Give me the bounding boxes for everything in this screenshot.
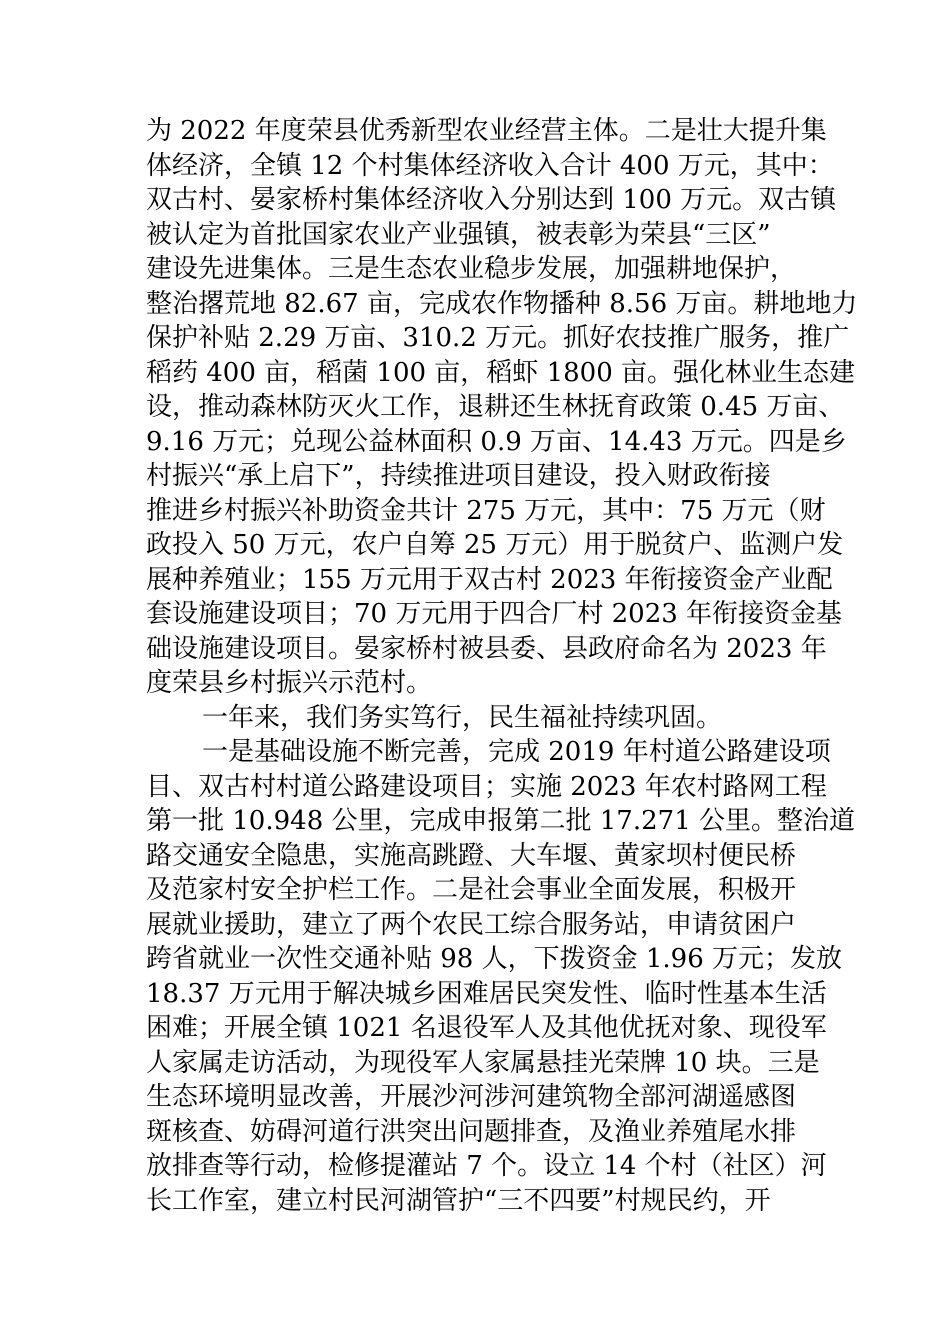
text-line: 跨省就业一次性交通补贴 98 人，下拨资金 1.96 万元；发放 xyxy=(146,944,843,974)
text-line: 设，推动森林防灭火工作，退耕还生林抚育政策 0.45 万亩、 xyxy=(146,392,845,422)
text-line: 困难；开展全镇 1021 名退役军人及其他优抚对象、现役军 xyxy=(146,1013,827,1043)
text-line: 村振兴“承上启下”，持续推进项目建设，投入财政衔接 xyxy=(146,461,771,491)
text-line: 度荣县乡村振兴示范村。 xyxy=(146,668,433,698)
text-line: 路交通安全隐患，实施高跳蹬、大车堰、黄家坝村便民桥 xyxy=(146,840,797,871)
paragraph-first-line: 一年来，我们务实笃行，民生福祉持续巩固。 xyxy=(202,702,723,733)
text-line: 长工作室，建立村民河湖管护“三不四要”村规民约，开 xyxy=(146,1185,771,1216)
text-line: 体经济，全镇 12 个村集体经济收入合计 400 万元，其中： xyxy=(146,150,834,181)
text-line: 第一批 10.948 公里，完成申报第二批 17.271 公里。整治道 xyxy=(146,806,856,836)
text-line: 展种养殖业；155 万元用于双古村 2023 年衔接资金产业配 xyxy=(146,564,833,595)
text-line: 9.16 万元；兑现公益林面积 0.9 万亩、14.43 万元。四是乡 xyxy=(146,426,847,457)
text-line: 建设先进集体。三是生态农业稳步发展，加强耕地保护， xyxy=(146,254,797,284)
text-line: 被认定为首批国家农业产业强镇，被表彰为荣县“三区” xyxy=(146,219,771,250)
text-line: 础设施建设项目。晏家桥村被县委、县政府命名为 2023 年 xyxy=(146,633,827,664)
text-line: 套设施建设项目；70 万元用于四合厂村 2023 年衔接资金基 xyxy=(146,599,843,629)
text-line: 放排查等行动，检修提灌站 7 个。设立 14 个村（社区）河 xyxy=(146,1151,827,1181)
paragraph-first-line: 一是基础设施不断完善，完成 2019 年村道公路建设项 xyxy=(202,737,831,767)
text-line: 政投入 50 万元，农户自筹 25 万元）用于脱贫户、监测户发 xyxy=(146,530,844,560)
text-line: 保护补贴 2.29 万亩、310.2 万元。抓好农技推广服务，推广 xyxy=(146,323,850,353)
text-line: 展就业援助，建立了两个农民工综合服务站，申请贫困户 xyxy=(146,909,797,940)
text-line: 人家属走访活动，为现役军人家属悬挂光荣牌 10 块。三是 xyxy=(146,1047,820,1078)
document-page xyxy=(146,114,858,1218)
text-line: 斑核查、妨碍河道行洪突出问题排查，及渔业养殖尾水排 xyxy=(146,1116,797,1147)
text-line: 18.37 万元用于解决城乡困难居民突发性、临时性基本生活 xyxy=(146,978,827,1009)
text-line: 及范家村安全护栏工作。二是社会事业全面发展，积极开 xyxy=(146,875,797,905)
text-line: 生态环境明显改善，开展沙河涉河建筑物全部河湖遥感图 xyxy=(146,1082,797,1112)
text-line: 双古村、晏家桥村集体经济收入分别达到 100 万元。双古镇 xyxy=(146,185,837,215)
text-line: 为 2022 年度荣县优秀新型农业经营主体。二是壮大提升集 xyxy=(146,116,827,146)
text-line: 整治撂荒地 82.67 亩，完成农作物播种 8.56 万亩。耕地地力 xyxy=(146,288,858,319)
text-line: 稻药 400 亩，稻菌 100 亩，稻虾 1800 亩。强化林业生态建 xyxy=(146,357,856,388)
text-line: 目、双古村村道公路建设项目；实施 2023 年农村路网工程 xyxy=(146,771,827,802)
text-line: 推进乡村振兴补助资金共计 275 万元，其中：75 万元（财 xyxy=(146,495,826,526)
